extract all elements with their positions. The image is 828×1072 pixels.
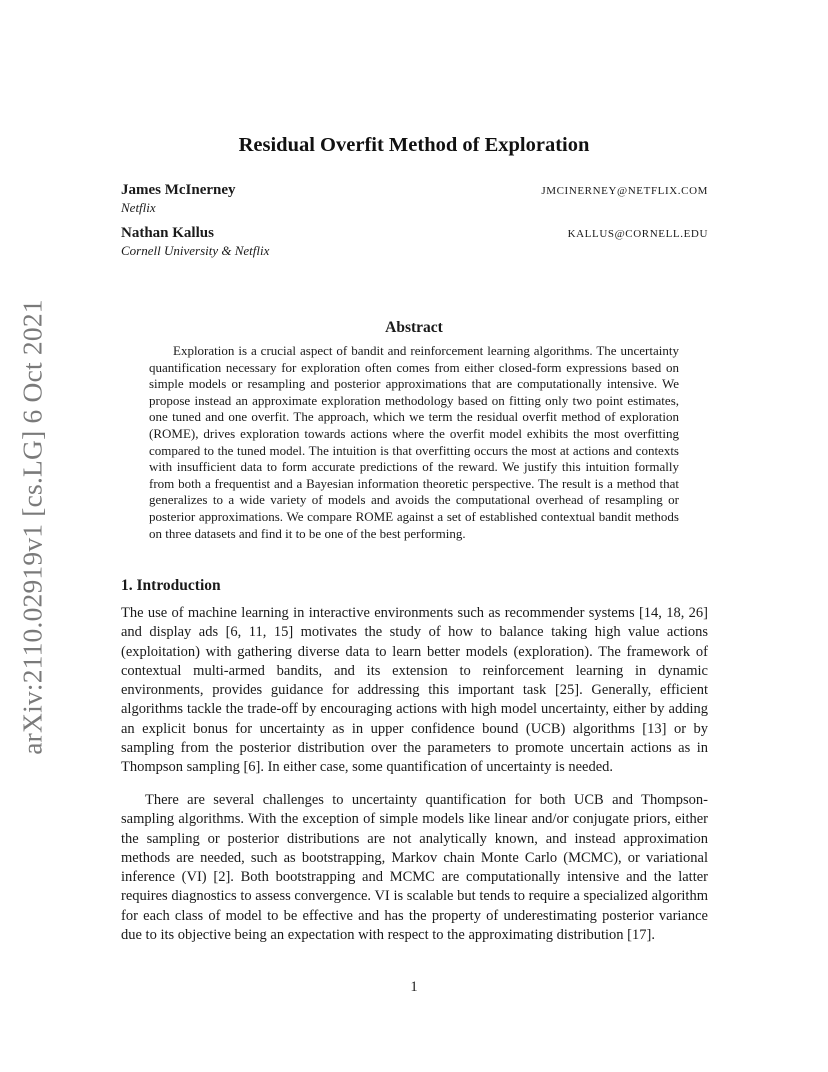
- author-email: KALLUS@CORNELL.EDU: [567, 228, 708, 240]
- section-heading-introduction: 1. Introduction: [121, 577, 221, 594]
- abstract-body: Exploration is a crucial aspect of bandit and reinforcement learning algorithms. The uncertainty quantification necessary for exploration often comes from either closed-form expressions based on simple models or resampling and posterior approximations that are computationally intensive. We propose instead an approximate exploration methodology based on fitting only two point estimates, one tuned and one overfit. The approach, which we term the residual overfit method of exploration (ROME), drives exploration towards actions where the overfit model exhibits the most overfitting compared to the tuned model. The intuition is that overfitting occurs the most at actions and contexts with insufficient data to form accurate predictions of the reward. We justify this intuition formally from both a frequentist and a Bayesian information theoretic perspective. The result is a method that generalizes to a wide variety of models and avoids the computational overhead of resampling or posterior approximations. We compare ROME against a set of established contextual bandit methods on three datasets and find it to be one of the best performing.: [149, 343, 679, 541]
- body-paragraph: The use of machine learning in interactive environments such as recommender systems [14, 18, 26] and display ads [6, 11, 15] motivates the study of how to balance taking high value actions (exploitation) with gathering diverse data to learn better models (exploration). The framework of contextual multi-armed bandits, and its extension to reinforcement learning in dynamic environments, provides guidance for addressing this important task [25]. Generally, efficient algorithms tackle the trade-off by encouraging actions with high model uncertainty, either by adding an explicit bonus for uncertainty as in upper confidence bound (UCB) algorithms [13] or by sampling from the posterior distribution over the parameters to promote uncertain actions as in Thompson sampling [6]. In either case, some quantification of uncertainty is needed.: [121, 605, 708, 776]
- author-name: James McInerney: [121, 182, 236, 198]
- paper-title: Residual Overfit Method of Exploration: [238, 134, 590, 156]
- body-paragraph: There are several challenges to uncertainty quantification for both UCB and Thompson-sampling algorithms. With the exception of simple models like linear and/or conjugate priors, either the sampling or posterior distributions are not analytically known, and instead approximation methods are needed, such as bootstrapping, Markov chain Monte Carlo (MCMC), or variational inference (VI) [2]. Both bootstrapping and MCMC are computationally intensive and the latter requires diagnostics to assess convergence. VI is scalable but tends to require a specialized algorithm for each class of model to be effective and has the property of underestimating posterior variance due to its objective being an expectation with respect to the approximating distribution [17].: [121, 792, 708, 944]
- author-affiliation: Cornell University & Netflix: [121, 243, 270, 258]
- author-block-2: [121, 225, 708, 259]
- arxiv-identifier: [17, 298, 49, 756]
- author-block-1: [121, 182, 708, 216]
- author-name: Nathan Kallus: [121, 225, 214, 241]
- arxiv-identifier-text: arXiv:2110.02919v1 [cs.LG] 6 Oct 2021: [17, 299, 49, 755]
- author-email: JMCINERNEY@NETFLIX.COM: [541, 185, 708, 197]
- author-affiliation: Netflix: [121, 200, 156, 215]
- page-number: 1: [410, 979, 418, 995]
- abstract-heading: Abstract: [385, 319, 443, 336]
